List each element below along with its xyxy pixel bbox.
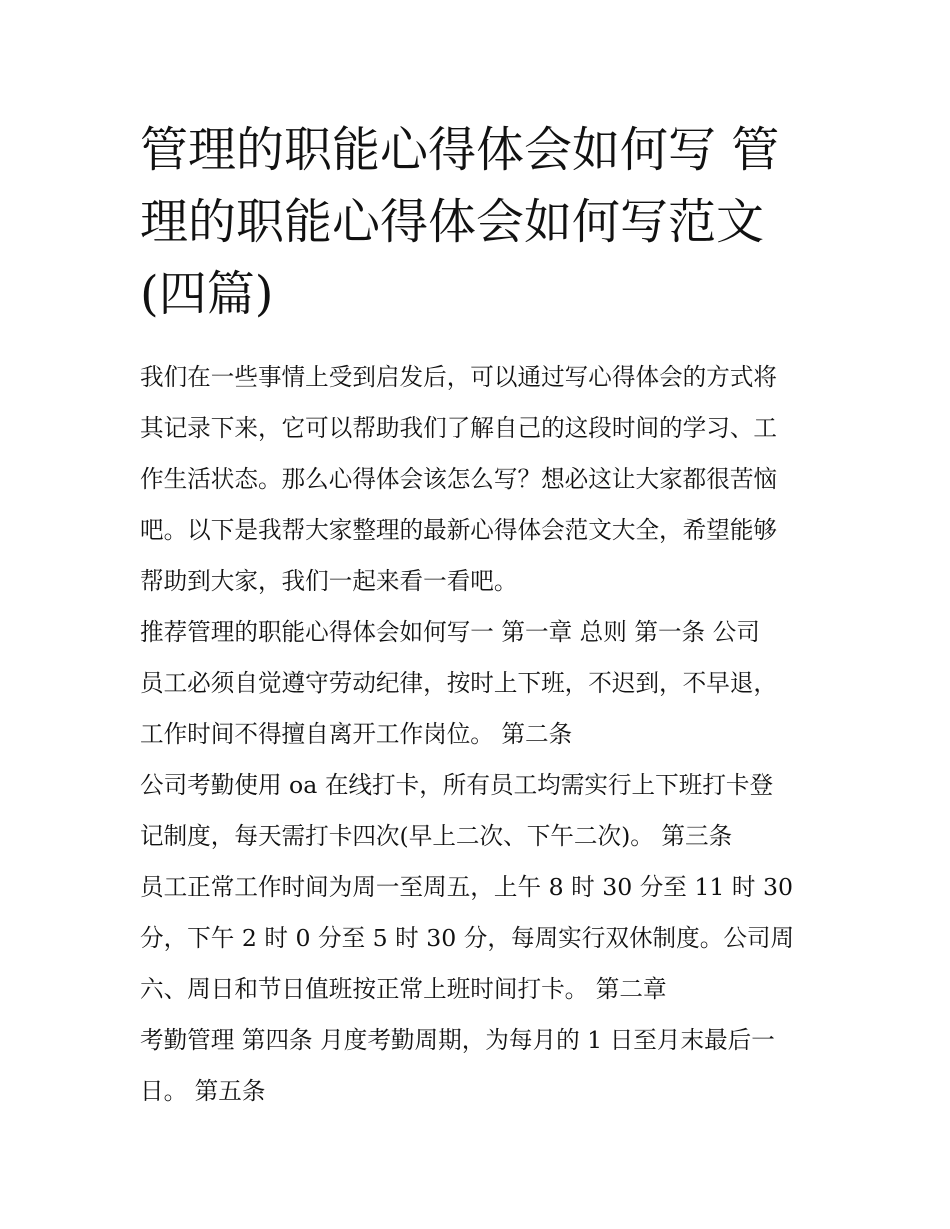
body-line: 六、周日和节日值班按正常上班时间打卡。 第二章: [140, 975, 667, 1003]
body-line: 吧。以下是我帮大家整理的最新心得体会范文大全，希望能够: [140, 516, 778, 544]
body-line: 公司考勤使用 oa 在线打卡，所有员工均需实行上下班打卡登: [140, 771, 774, 799]
title-line: 理的职能心得体会如何写范文: [140, 194, 765, 250]
document-body: [140, 352, 820, 1117]
title-line: (四篇): [140, 266, 274, 322]
body-line: 分，下午 2 时 0 分至 5 时 30 分，每周实行双休制度。公司周: [140, 924, 795, 952]
body-line: 员工正常工作时间为周一至周五，上午 8 时 30 分至 11 时 30: [140, 873, 794, 901]
body-line: 我们在一些事情上受到启发后，可以通过写心得体会的方式将: [140, 363, 778, 391]
body-line: 工作时间不得擅自离开工作岗位。 第二条: [140, 720, 573, 748]
body-line: 推荐管理的职能心得体会如何写一 第一章 总则 第一条 公司: [140, 618, 760, 646]
body-line: 其记录下来，它可以帮助我们了解自己的这段时间的学习、工: [140, 414, 778, 442]
body-line: 帮助到大家，我们一起来看一看吧。: [140, 567, 518, 595]
body-line: 日。 第五条: [140, 1077, 266, 1105]
body-line: 作生活状态。那么心得体会该怎么写？想必这让大家都很苦恼: [140, 465, 778, 493]
title-line: 管理的职能心得体会如何写 管: [140, 122, 780, 178]
document-title: [140, 114, 810, 330]
body-line: 考勤管理 第四条 月度考勤周期，为每月的 1 日至月末最后一: [140, 1026, 775, 1054]
body-line: 记制度，每天需打卡四次(早上二次、下午二次)。 第三条: [140, 822, 733, 850]
body-line: 员工必须自觉遵守劳动纪律，按时上下班，不迟到，不早退，: [140, 669, 778, 697]
